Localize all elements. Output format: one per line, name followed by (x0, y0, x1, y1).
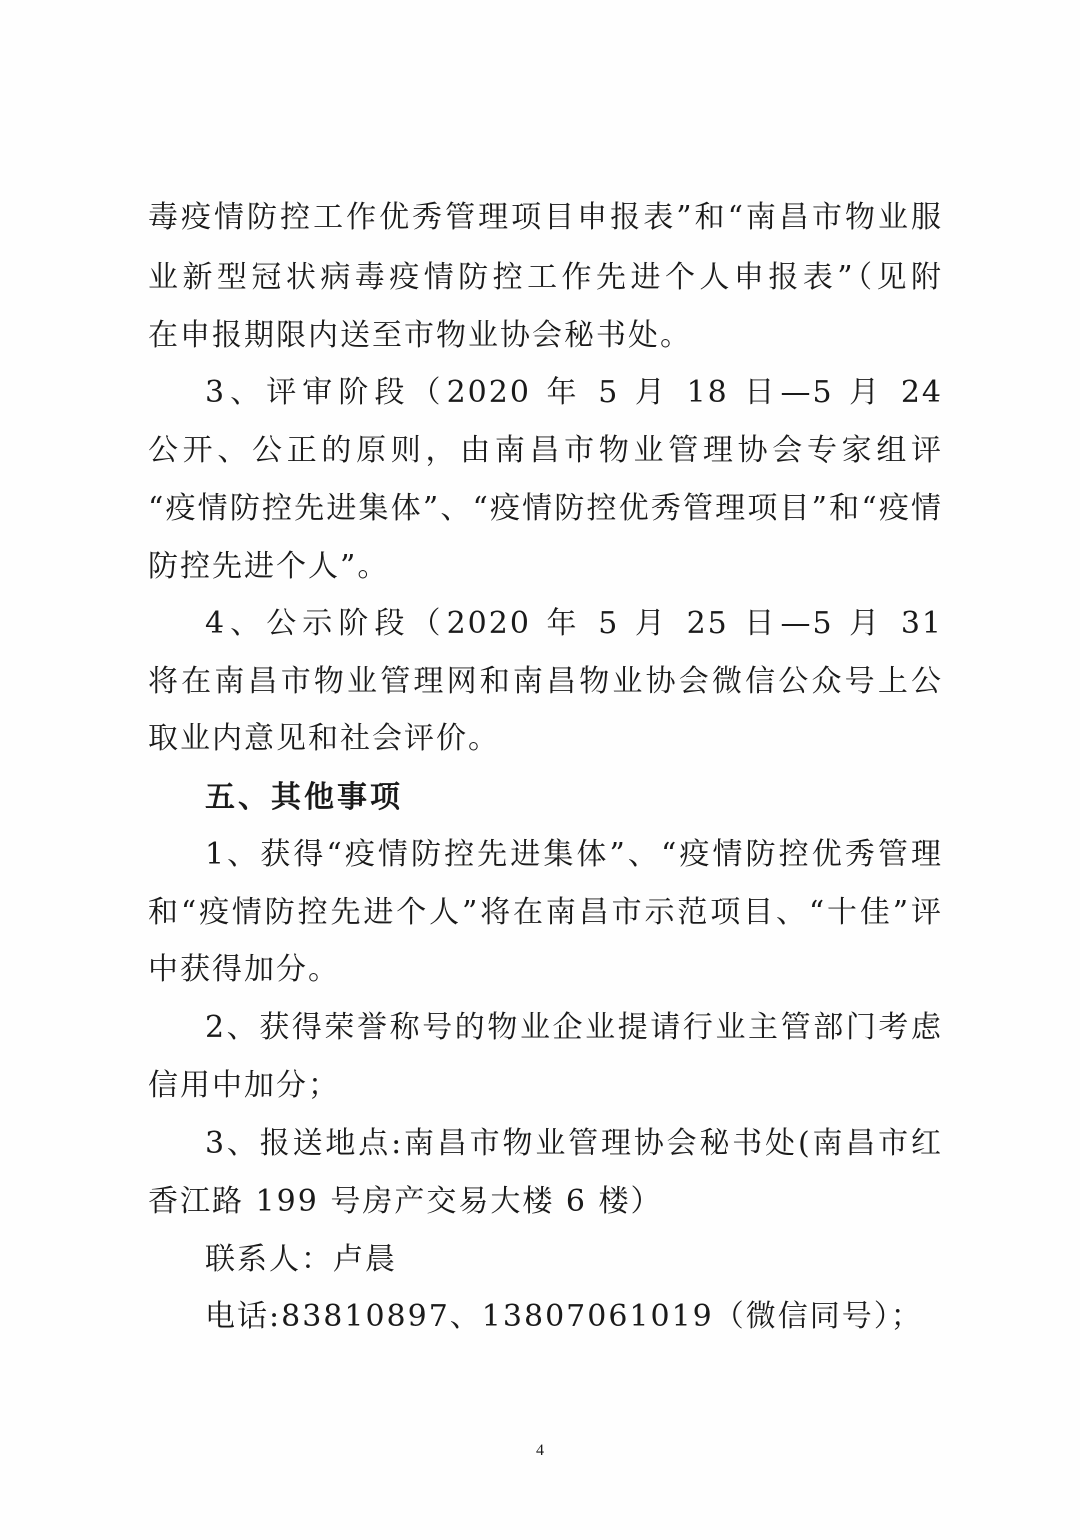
body-line: 3、报送地点:南昌市物业管理协会秘书处(南昌市红 (205, 1126, 943, 1161)
section-heading: 五、其他事项 (205, 780, 403, 815)
body-line: 在申报期限内送至市物业协会秘书处。 (148, 318, 692, 353)
body-line: “疫情防控先进集体”、“疫情防控优秀管理项目”和“疫情 (148, 491, 943, 526)
body-line: 中获得加分。 (148, 952, 340, 987)
body-line: 取业内意见和社会评价。 (148, 721, 500, 756)
body-line: 防控先进个人”。 (148, 549, 390, 584)
body-line: 1、获得“疫情防控先进集体”、“疫情防控优秀管理 (205, 837, 943, 872)
contact-person: 联系人：卢晨 (205, 1242, 397, 1277)
body-line: 和“疫情防控先进个人”将在南昌市示范项目、“十佳”评 (148, 895, 943, 930)
body-line: 信用中加分； (148, 1068, 340, 1103)
page-number: 4 (536, 1442, 544, 1459)
contact-phone: 电话:83810897、13807061019（微信同号）； (205, 1299, 923, 1334)
body-line: 2、获得荣誉称号的物业企业提请行业主管部门考虑 (205, 1010, 943, 1045)
body-line: 香江路 199 号房产交易大楼 6 楼） (148, 1184, 663, 1219)
body-line: 3、评审阶段（2020 年 5 月 18 日—5 月 24 (205, 375, 943, 410)
body-line: 毒疫情防控工作优秀管理项目申报表”和“南昌市物业服 (148, 200, 943, 235)
body-line: 4、公示阶段（2020 年 5 月 25 日—5 月 31 (205, 606, 943, 641)
body-line: 业新型冠状病毒疫情防控工作先进个人申报表”（见附 (148, 260, 943, 295)
body-line: 公开、公正的原则，由南昌市物业管理协会专家组评 (148, 433, 943, 468)
body-line: 将在南昌市物业管理网和南昌物业协会微信公众号上公 (148, 664, 943, 699)
